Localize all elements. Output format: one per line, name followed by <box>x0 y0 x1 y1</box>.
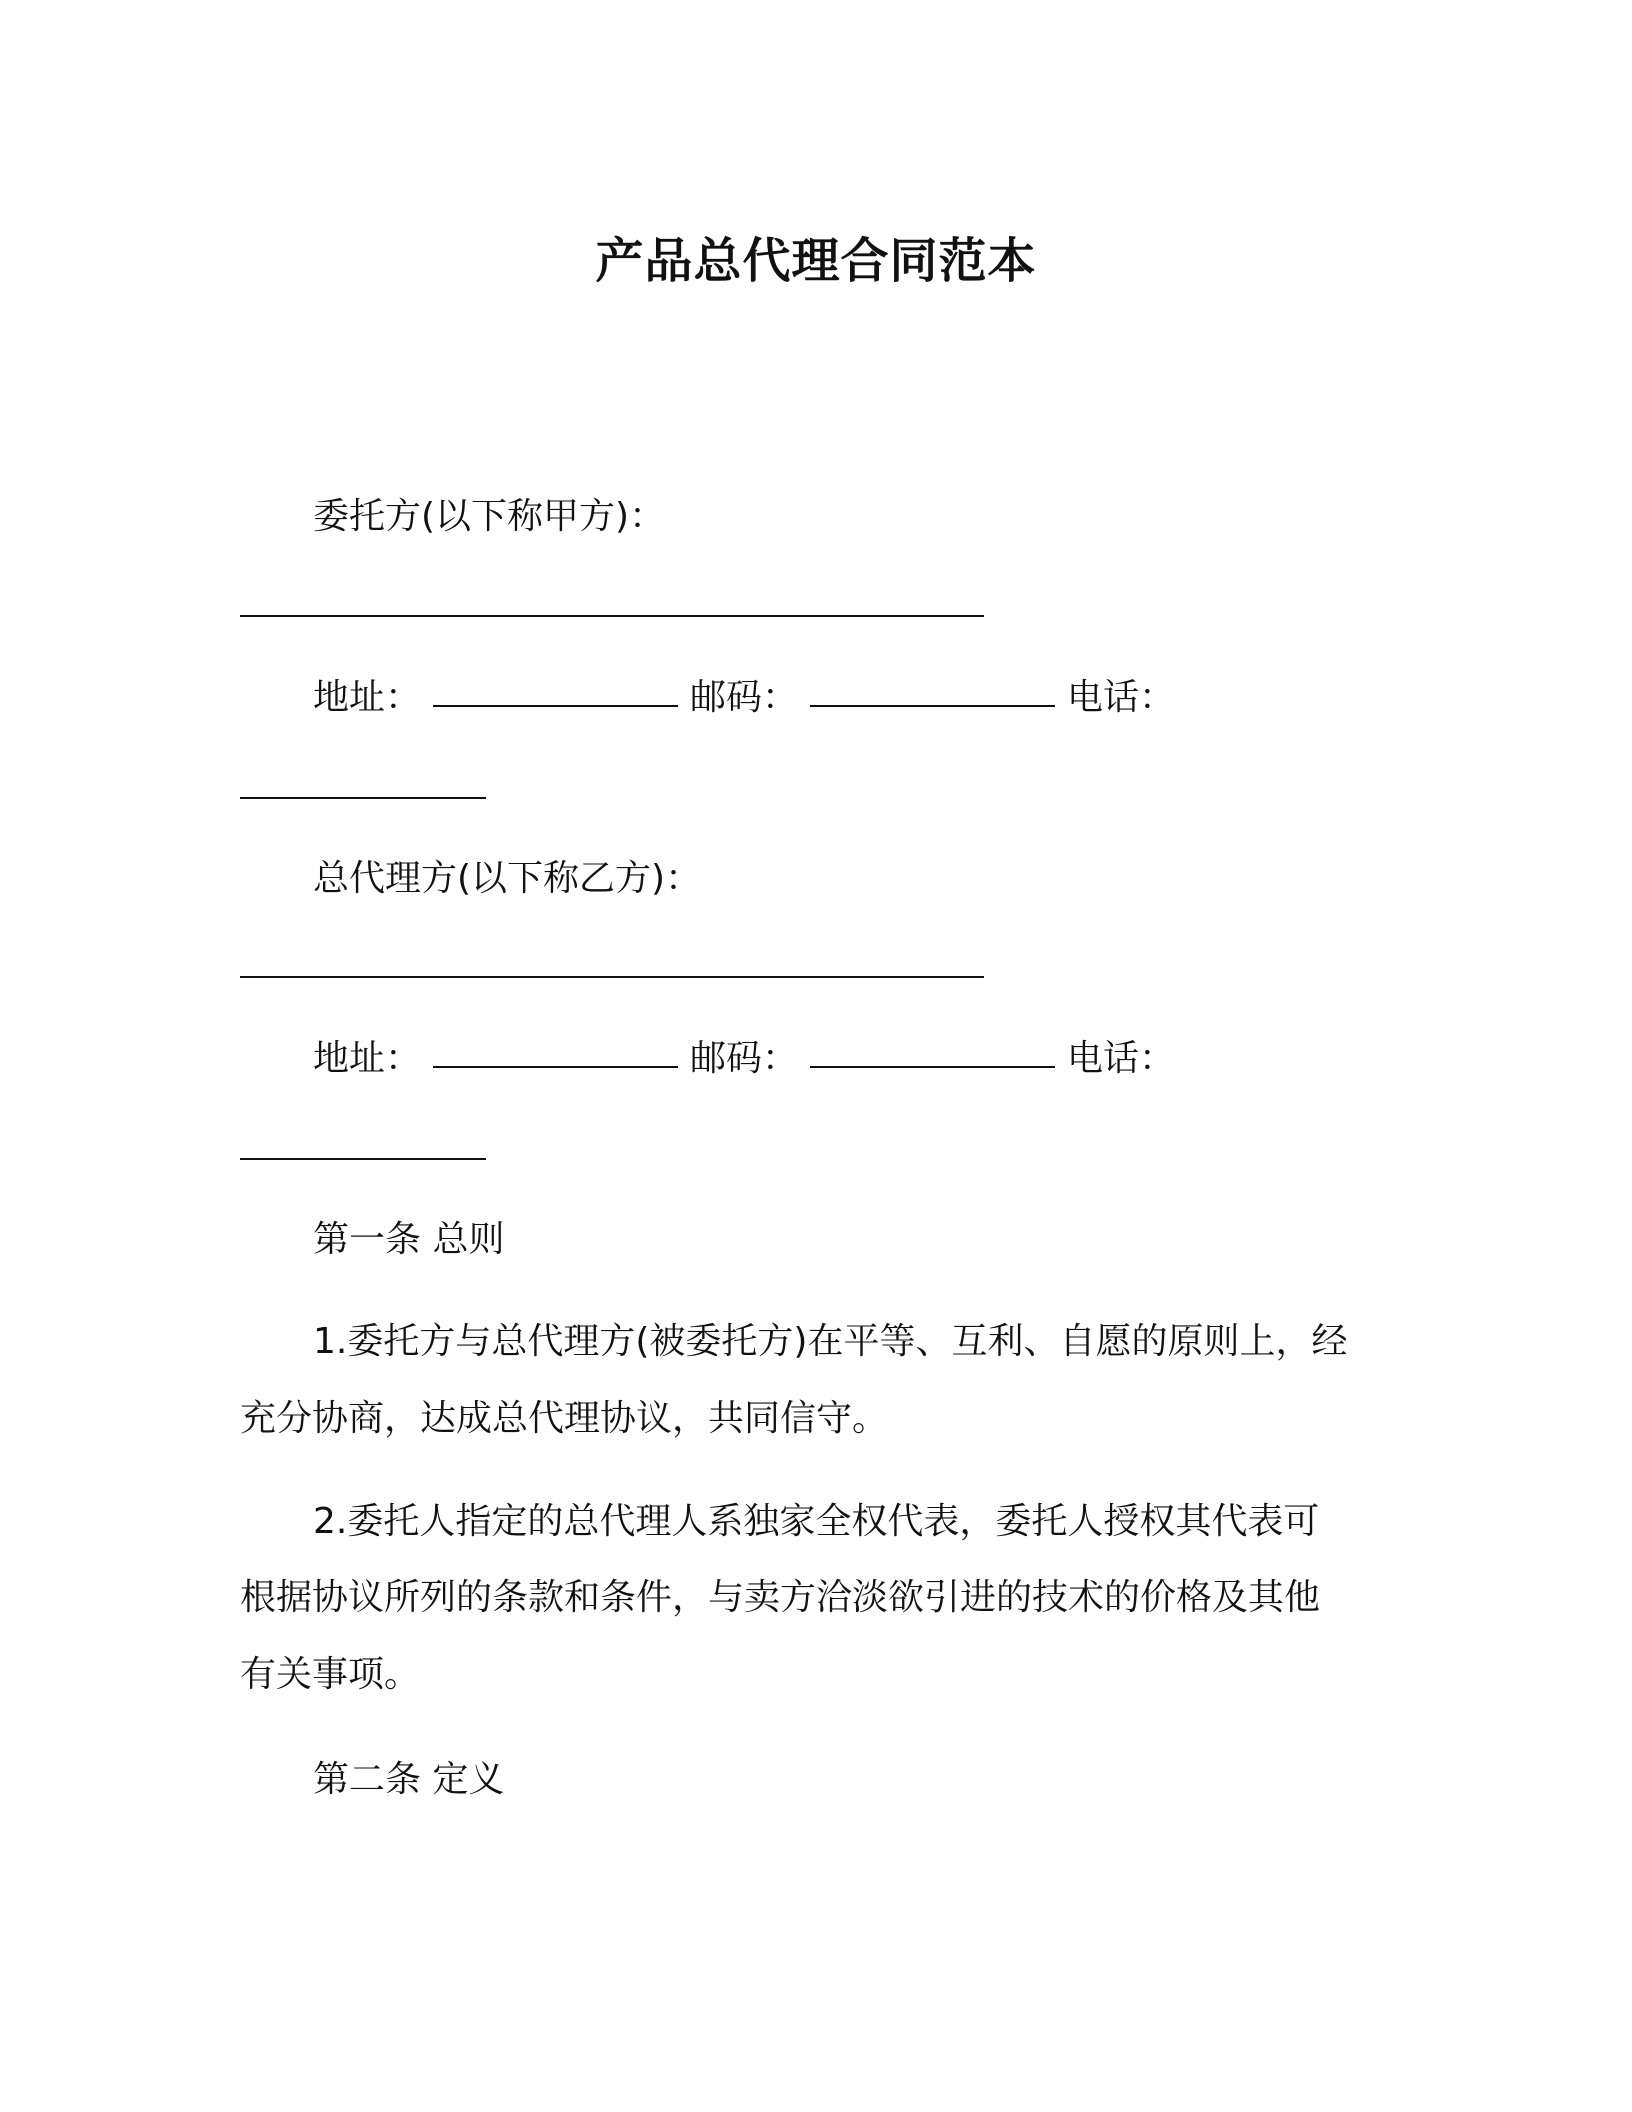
article2-heading: 第二条 定义 <box>313 1759 505 1800</box>
party-b-phone-blank <box>240 1158 486 1160</box>
party-b-address-label: 地址： <box>313 1038 422 1079</box>
party-b-name-blank <box>240 976 984 978</box>
party-a-postcode-blank <box>810 705 1055 707</box>
party-a-contact-line <box>313 674 1175 722</box>
party-a-label: 委托方(以下称甲方)： <box>313 496 666 537</box>
article1-p2-line3: 有关事项。 <box>240 1654 421 1695</box>
party-a-postcode-label: 邮码： <box>690 677 799 718</box>
article1-heading: 第一条 总则 <box>313 1219 505 1260</box>
article1-p2-line2: 根据协议所列的条款和条件，与卖方洽淡欲引进的技术的价格及其他 <box>240 1577 1321 1618</box>
party-b-address-blank <box>433 1066 678 1068</box>
party-a-phone-label: 电话： <box>1067 677 1176 718</box>
article1-p2-line1: 2.委托人指定的总代理人系独家全权代表，委托人授权其代表可 <box>313 1501 1320 1542</box>
party-b-postcode-blank <box>810 1066 1055 1068</box>
party-b-contact-line <box>313 1035 1175 1083</box>
party-a-name-blank <box>240 615 984 617</box>
party-b-phone-label: 电话： <box>1067 1038 1176 1079</box>
party-b-label: 总代理方(以下称乙方)： <box>313 858 702 899</box>
article1-p1-line1: 1.委托方与总代理方(被委托方)在平等、互利、自愿的原则上，经 <box>313 1321 1348 1362</box>
party-a-address-blank <box>433 705 678 707</box>
party-b-postcode-label: 邮码： <box>690 1038 799 1079</box>
party-a-address-label: 地址： <box>313 677 422 718</box>
party-a-phone-blank <box>240 797 486 799</box>
document-title: 产品总代理合同范本 <box>595 233 1037 289</box>
article1-p1-line2: 充分协商，达成总代理协议，共同信守。 <box>240 1398 889 1439</box>
